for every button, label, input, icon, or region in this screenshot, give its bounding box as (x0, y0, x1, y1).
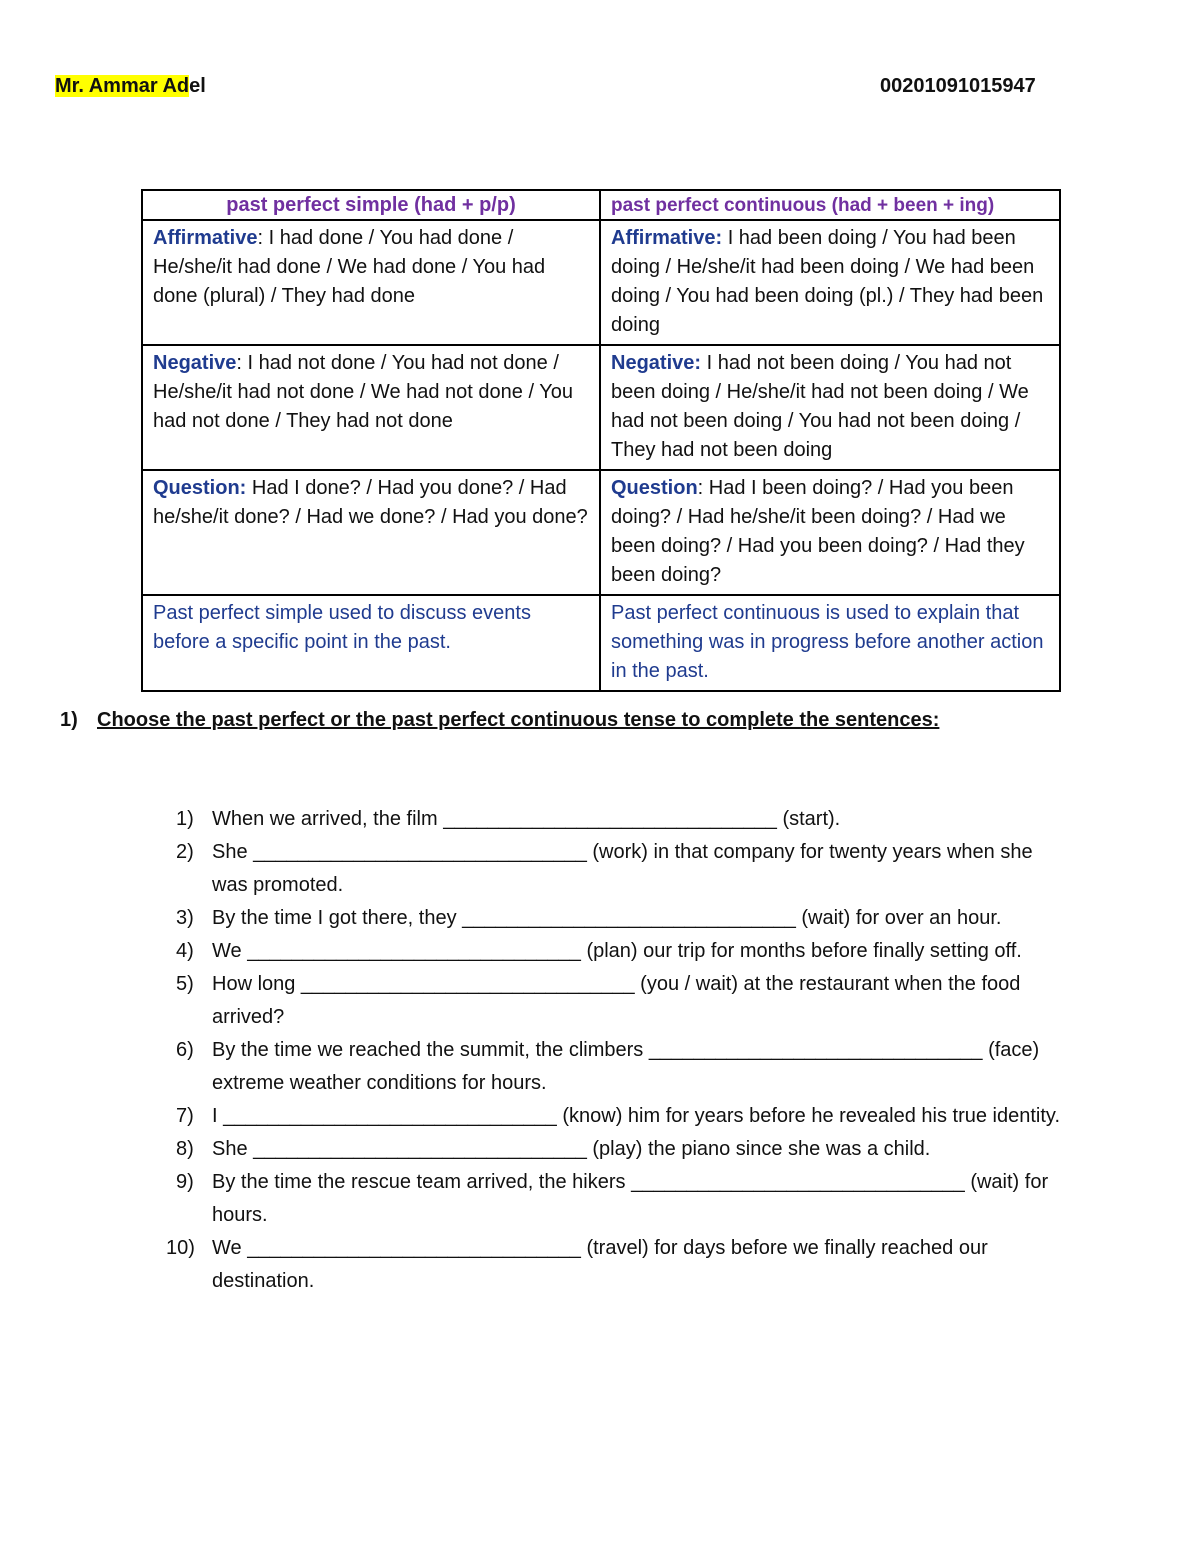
table-row-question (142, 470, 1060, 595)
table-header-row (142, 190, 1060, 220)
list-item (170, 1034, 1060, 1100)
text-affirmative-continuous: I had been doing / You had been doing / He/she/it had been doing / We had been doing / You had been doing (pl.) / They had been doing (611, 227, 1044, 336)
question-text: By the time the rescue team arrived, the hikers ______________________________ (wait) for hours. (212, 1171, 1049, 1226)
header-past-perfect-simple: past perfect simple (had + p/p) (142, 190, 600, 220)
label-question: Question (611, 477, 698, 499)
list-item (170, 902, 1060, 935)
question-number: 7) (176, 1105, 194, 1127)
list-item (170, 803, 1060, 836)
table-row-negative (142, 345, 1060, 470)
grammar-table (141, 189, 1061, 692)
question-text: When we arrived, the film ______________________________ (start). (212, 808, 841, 830)
question-number: 8) (176, 1138, 194, 1160)
author-phone: 00201091015947 (880, 75, 1036, 97)
cell-question-simple (142, 470, 600, 595)
list-item (170, 836, 1060, 902)
exercise-instruction (60, 706, 939, 734)
label-negative: Negative: (611, 352, 702, 374)
text-negative-continuous: I had not been doing / You had not been doing / He/she/it had not been doing / We had not been doing / You had not been doing / They had not been doing (611, 352, 1029, 461)
author-name (55, 74, 206, 98)
question-number: 2) (176, 841, 194, 863)
cell-negative-continuous (600, 345, 1060, 470)
cell-usage-continuous: Past perfect continuous is used to explain that something was in progress before another action in the past. (600, 595, 1060, 691)
question-number: 6) (176, 1039, 194, 1061)
table-row-usage (142, 595, 1060, 691)
text-negative-simple: : I had not done / You had not done / He/she/it had not done / We had not done / You had not done / They had not done (153, 352, 573, 432)
question-number: 3) (176, 907, 194, 929)
label-affirmative: Affirmative (153, 227, 258, 249)
text-question-simple: Had I done? / Had you done? / Had he/she/it done? / Had we done? / Had you done? (153, 477, 588, 528)
author-name-rest: el (189, 75, 206, 97)
exercise-list (166, 803, 1060, 1298)
question-text: By the time I got there, they ______________________________ (wait) for over an hour. (212, 907, 1002, 929)
table-row-affirmative (142, 220, 1060, 345)
question-text: By the time we reached the summit, the climbers ______________________________ (face) extreme weather conditions for hours. (212, 1039, 1040, 1094)
text-affirmative-simple: : I had done / You had done / He/she/it had done / We had done / You had done (plural) / They had done (153, 227, 546, 307)
cell-affirmative-continuous (600, 220, 1060, 345)
question-number: 4) (176, 940, 194, 962)
header-past-perfect-continuous: past perfect continuous (had + been + ing) (600, 190, 1060, 220)
list-item (166, 1232, 1060, 1298)
list-item (170, 1166, 1060, 1232)
cell-affirmative-simple (142, 220, 600, 345)
author-name-highlighted: Mr. Ammar Ad (55, 75, 190, 97)
question-number: 9) (176, 1171, 194, 1193)
text-question-continuous: : Had I been doing? / Had you been doing? / Had he/she/it been doing? / Had we been doing? / Had you been doing? / Had they been doing? (611, 477, 1025, 586)
list-item (170, 935, 1060, 968)
question-number: 1) (176, 808, 194, 830)
exercise-instruction-text: Choose the past perfect or the past perfect continuous tense to complete the sentences: (97, 709, 940, 731)
question-text: We ______________________________ (plan) our trip for months before finally setting off. (212, 940, 1022, 962)
list-item (170, 1133, 1060, 1166)
label-question: Question: (153, 477, 247, 499)
cell-negative-simple (142, 345, 600, 470)
cell-usage-simple: Past perfect simple used to discuss events before a specific point in the past. (142, 595, 600, 691)
cell-question-continuous (600, 470, 1060, 595)
label-affirmative: Affirmative: (611, 227, 723, 249)
list-item (170, 968, 1060, 1034)
question-number: 10) (166, 1237, 195, 1259)
question-text: I ______________________________ (know) him for years before he revealed his true identity. (212, 1105, 1060, 1127)
list-item (170, 1100, 1060, 1133)
question-text: She ______________________________ (play) the piano since she was a child. (212, 1138, 931, 1160)
label-negative: Negative (153, 352, 237, 374)
exercise-number: 1) (60, 709, 78, 731)
question-number: 5) (176, 973, 194, 995)
question-text: We ______________________________ (travel) for days before we finally reached our destination. (212, 1237, 988, 1292)
question-text: She ______________________________ (work) in that company for twenty years when she was promoted. (212, 841, 1033, 896)
question-text: How long ______________________________ (you / wait) at the restaurant when the food arrived? (212, 973, 1021, 1028)
